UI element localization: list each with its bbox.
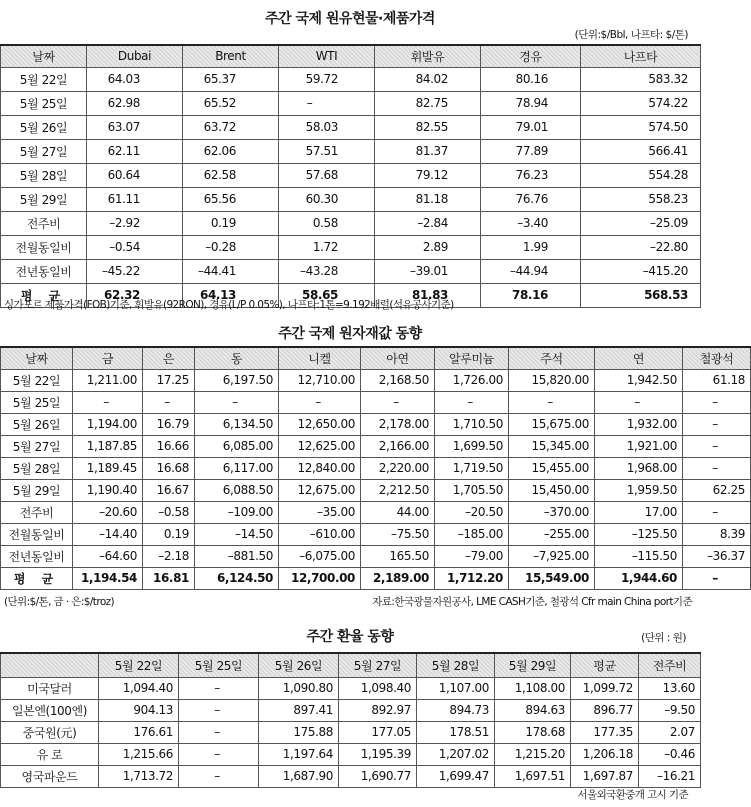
fx-cell: 904.13: [99, 699, 179, 721]
metals-cell: 1,726.00: [435, 369, 509, 391]
crude-cell: 558.23: [581, 187, 701, 211]
crude-cell: –43.28: [279, 259, 375, 283]
fx-cell: 1,206.18: [571, 743, 639, 765]
crude-row-label: 5월 25일: [1, 91, 87, 115]
crude-cell: 81.37: [375, 139, 481, 163]
fx-cell: 1,690.77: [339, 765, 417, 787]
metals-table: [0, 346, 751, 590]
metals-cell: –64.60: [73, 545, 143, 567]
crude-cell: 63.72: [183, 115, 279, 139]
metals-cell: 1,699.50: [435, 435, 509, 457]
metals-cell: 1,211.00: [73, 369, 143, 391]
metals-average-cell: –: [683, 567, 751, 589]
metals-header-cell: 니켈: [279, 347, 361, 369]
fx-row: [1, 743, 701, 765]
metals-row-label: 전년동일비: [1, 545, 73, 567]
metals-row-label: 5월 27일: [1, 435, 73, 457]
crude-cell: –: [279, 91, 375, 115]
metals-cell: 6,088.50: [195, 479, 279, 501]
metals-cell: –0.58: [143, 501, 195, 523]
fx-cell: 1,108.00: [495, 677, 571, 699]
crude-cell: –44.94: [481, 259, 581, 283]
metals-average-cell: 12,700.00: [279, 567, 361, 589]
metals-header-cell: 알루미늄: [435, 347, 509, 369]
crude-header-cell: 휘발유: [375, 45, 481, 67]
metals-row: [1, 369, 751, 391]
metals-cell: 0.19: [143, 523, 195, 545]
metals-cell: –6,075.00: [279, 545, 361, 567]
metals-cell: –35.00: [279, 501, 361, 523]
crude-row: [1, 115, 701, 139]
crude-cell: 80.16: [481, 67, 581, 91]
metals-cell: –75.50: [361, 523, 435, 545]
fx-header-cell: 5월 27일: [339, 653, 417, 677]
metals-cell: –610.00: [279, 523, 361, 545]
metals-row: [1, 545, 751, 567]
crude-row-label: 5월 27일: [1, 139, 87, 163]
metals-header-cell: 동: [195, 347, 279, 369]
metals-cell: –115.50: [595, 545, 683, 567]
fx-cell: 2.07: [639, 721, 701, 743]
metals-cell: –20.60: [73, 501, 143, 523]
metals-cell: –185.00: [435, 523, 509, 545]
metals-row-label: 전주비: [1, 501, 73, 523]
metals-cell: 2,178.00: [361, 413, 435, 435]
crude-cell: 57.51: [279, 139, 375, 163]
crude-row-label: 5월 29일: [1, 187, 87, 211]
fx-row-label: 일본엔(100엔): [1, 699, 99, 721]
fx-table: [0, 652, 701, 788]
crude-row: [1, 187, 701, 211]
metals-cell: 2,166.00: [361, 435, 435, 457]
metals-cell: 1,189.45: [73, 457, 143, 479]
metals-source: 자료:한국광물자원공사, LME CASH기준, 철광석 Cfr main China port기준: [372, 596, 692, 608]
metals-cell: 15,675.00: [509, 413, 595, 435]
metals-row-label: 전월동일비: [1, 523, 73, 545]
crude-row: [1, 259, 701, 283]
fx-cell: –: [179, 743, 259, 765]
metals-row: [1, 413, 751, 435]
metals-cell: 17.25: [143, 369, 195, 391]
fx-cell: 1,215.20: [495, 743, 571, 765]
crude-cell: 81.18: [375, 187, 481, 211]
fx-cell: 1,207.02: [417, 743, 495, 765]
crude-header-cell: WTI: [279, 45, 375, 67]
fx-cell: –: [179, 677, 259, 699]
fx-cell: –: [179, 721, 259, 743]
metals-row-label: 5월 29일: [1, 479, 73, 501]
crude-cell: –0.54: [87, 235, 183, 259]
metals-cell: –: [683, 413, 751, 435]
crude-cell: 1.72: [279, 235, 375, 259]
metals-cell: 12,710.00: [279, 369, 361, 391]
crude-cell: 65.37: [183, 67, 279, 91]
fx-cell: 1,697.87: [571, 765, 639, 787]
fx-cell: 1,699.47: [417, 765, 495, 787]
metals-cell: 2,220.00: [361, 457, 435, 479]
crude-header-cell: 경유: [481, 45, 581, 67]
fx-row-label: 유 로: [1, 743, 99, 765]
fx-cell: 1,099.72: [571, 677, 639, 699]
metals-cell: 1,942.50: [595, 369, 683, 391]
metals-cell: –255.00: [509, 523, 595, 545]
crude-average-cell: 78.16: [481, 283, 581, 307]
crude-cell: –22.80: [581, 235, 701, 259]
metals-row-label: 5월 25일: [1, 391, 73, 413]
crude-header-cell: 날짜: [1, 45, 87, 67]
metals-cell: 1,710.50: [435, 413, 509, 435]
fx-row-label: 중국원(元): [1, 721, 99, 743]
metals-cell: 44.00: [361, 501, 435, 523]
fx-cell: 13.60: [639, 677, 701, 699]
metals-cell: –: [683, 457, 751, 479]
metals-cell: –14.50: [195, 523, 279, 545]
metals-cell: 1,959.50: [595, 479, 683, 501]
fx-row: [1, 677, 701, 699]
metals-cell: –: [435, 391, 509, 413]
metals-cell: 15,455.00: [509, 457, 595, 479]
fx-cell: –: [179, 699, 259, 721]
metals-header-cell: 아연: [361, 347, 435, 369]
crude-cell: 58.03: [279, 115, 375, 139]
metals-header-cell: 철광석: [683, 347, 751, 369]
metals-cell: –7,925.00: [509, 545, 595, 567]
metals-cell: 6,197.50: [195, 369, 279, 391]
metals-average-label: 평 균: [1, 567, 73, 589]
crude-cell: –39.01: [375, 259, 481, 283]
crude-cell: –415.20: [581, 259, 701, 283]
crude-cell: 76.23: [481, 163, 581, 187]
fx-cell: 1,197.64: [259, 743, 339, 765]
fx-row-label: 미국달러: [1, 677, 99, 699]
metals-header-cell: 주석: [509, 347, 595, 369]
metals-row: [1, 523, 751, 545]
crude-cell: 79.01: [481, 115, 581, 139]
fx-cell: 896.77: [571, 699, 639, 721]
crude-title: 주간 국제 원유현물·제품가격: [265, 11, 435, 27]
metals-cell: 15,450.00: [509, 479, 595, 501]
crude-cell: 82.55: [375, 115, 481, 139]
metals-cell: –: [195, 391, 279, 413]
crude-cell: 574.22: [581, 91, 701, 115]
metals-cell: –: [683, 391, 751, 413]
metals-cell: 6,117.00: [195, 457, 279, 479]
fx-cell: 897.41: [259, 699, 339, 721]
fx-header-cell: 전주비: [639, 653, 701, 677]
crude-cell: –0.28: [183, 235, 279, 259]
fx-title: 주간 환율 동향: [306, 629, 394, 645]
metals-title: 주간 국제 원자재값 동향: [278, 326, 422, 342]
metals-cell: –: [73, 391, 143, 413]
crude-row-label: 5월 28일: [1, 163, 87, 187]
crude-cell: 64.03: [87, 67, 183, 91]
metals-cell: –2.18: [143, 545, 195, 567]
crude-unit: (단위:$/Bbl, 나프타: $/톤): [574, 29, 688, 41]
crude-cell: –2.84: [375, 211, 481, 235]
metals-row: [1, 457, 751, 479]
fx-unit: (단위 : 원): [641, 632, 686, 644]
metals-average-cell: 1,712.20: [435, 567, 509, 589]
metals-cell: 16.67: [143, 479, 195, 501]
metals-cell: 12,650.00: [279, 413, 361, 435]
fx-cell: 894.63: [495, 699, 571, 721]
fx-cell: 176.61: [99, 721, 179, 743]
crude-cell: 1.99: [481, 235, 581, 259]
metals-row-label: 5월 26일: [1, 413, 73, 435]
metals-row-label: 5월 22일: [1, 369, 73, 391]
metals-cell: 15,820.00: [509, 369, 595, 391]
fx-cell: 178.68: [495, 721, 571, 743]
crude-row: [1, 211, 701, 235]
crude-cell: 59.72: [279, 67, 375, 91]
fx-cell: –: [179, 765, 259, 787]
crude-cell: 78.94: [481, 91, 581, 115]
fx-header-cell: 5월 25일: [179, 653, 259, 677]
crude-note: 싱가포르 제품가격(FOB)기준, 휘발유(92RON), 경유(L/P 0.05%), 나프타:1톤=9.192배럴(석유공사기준): [4, 299, 454, 311]
fx-cell: 1,098.40: [339, 677, 417, 699]
metals-cell: –109.00: [195, 501, 279, 523]
metals-cell: 15,345.00: [509, 435, 595, 457]
metals-cell: 1,921.00: [595, 435, 683, 457]
crude-row-label: 전년동일비: [1, 259, 87, 283]
crude-cell: 76.76: [481, 187, 581, 211]
metals-cell: 61.18: [683, 369, 751, 391]
fx-row-label: 영국파운드: [1, 765, 99, 787]
metals-unit: (단위:$/톤, 금 · 은:$/troz): [4, 596, 115, 608]
fx-cell: 1,195.39: [339, 743, 417, 765]
crude-cell: 82.75: [375, 91, 481, 115]
metals-average-cell: 6,124.50: [195, 567, 279, 589]
metals-cell: 12,675.00: [279, 479, 361, 501]
crude-table: [0, 44, 701, 308]
fx-cell: –0.46: [639, 743, 701, 765]
fx-cell: 1,697.51: [495, 765, 571, 787]
metals-header-cell: 날짜: [1, 347, 73, 369]
crude-average-cell: 568.53: [581, 283, 701, 307]
fx-cell: –16.21: [639, 765, 701, 787]
metals-cell: 6,085.00: [195, 435, 279, 457]
metals-cell: 8.39: [683, 523, 751, 545]
metals-cell: 165.50: [361, 545, 435, 567]
crude-cell: –2.92: [87, 211, 183, 235]
crude-cell: 65.52: [183, 91, 279, 115]
crude-average-cell: 64.13: [183, 283, 279, 307]
metals-average-cell: 2,189.00: [361, 567, 435, 589]
crude-cell: 77.89: [481, 139, 581, 163]
metals-cell: –: [683, 501, 751, 523]
fx-cell: 175.88: [259, 721, 339, 743]
metals-cell: 1,968.00: [595, 457, 683, 479]
crude-row: [1, 235, 701, 259]
fx-cell: 1,713.72: [99, 765, 179, 787]
metals-cell: 6,134.50: [195, 413, 279, 435]
metals-average-row: [1, 567, 751, 589]
metals-cell: 1,190.40: [73, 479, 143, 501]
fx-cell: 178.51: [417, 721, 495, 743]
crude-average-label: 평 균: [1, 283, 87, 307]
crude-cell: –45.22: [87, 259, 183, 283]
crude-cell: 60.64: [87, 163, 183, 187]
crude-cell: 62.06: [183, 139, 279, 163]
metals-cell: 12,625.00: [279, 435, 361, 457]
fx-cell: 177.35: [571, 721, 639, 743]
metals-row-label: 5월 28일: [1, 457, 73, 479]
crude-cell: 61.11: [87, 187, 183, 211]
fx-header-cell: 5월 28일: [417, 653, 495, 677]
fx-cell: 177.05: [339, 721, 417, 743]
metals-cell: –: [279, 391, 361, 413]
crude-row: [1, 91, 701, 115]
crude-cell: 79.12: [375, 163, 481, 187]
crude-cell: 62.58: [183, 163, 279, 187]
crude-row: [1, 67, 701, 91]
fx-row: [1, 765, 701, 787]
crude-header-cell: 나프타: [581, 45, 701, 67]
metals-average-cell: 15,549.00: [509, 567, 595, 589]
crude-row-label: 5월 26일: [1, 115, 87, 139]
crude-cell: 2.89: [375, 235, 481, 259]
crude-cell: 84.02: [375, 67, 481, 91]
crude-cell: –25.09: [581, 211, 701, 235]
metals-cell: –79.00: [435, 545, 509, 567]
metals-row: [1, 435, 751, 457]
crude-cell: 574.50: [581, 115, 701, 139]
fx-header-cell: 5월 26일: [259, 653, 339, 677]
metals-cell: –: [143, 391, 195, 413]
metals-cell: 1,719.50: [435, 457, 509, 479]
metals-row: [1, 479, 751, 501]
metals-row: [1, 391, 751, 413]
crude-cell: 63.07: [87, 115, 183, 139]
metals-cell: 1,194.00: [73, 413, 143, 435]
crude-row-label: 전주비: [1, 211, 87, 235]
metals-cell: –: [595, 391, 683, 413]
metals-cell: –: [361, 391, 435, 413]
fx-cell: 892.97: [339, 699, 417, 721]
fx-cell: 1,215.66: [99, 743, 179, 765]
crude-header-cell: Brent: [183, 45, 279, 67]
metals-cell: –20.50: [435, 501, 509, 523]
fx-cell: 1,687.90: [259, 765, 339, 787]
crude-header-cell: Dubai: [87, 45, 183, 67]
metals-cell: –125.50: [595, 523, 683, 545]
crude-average-cell: 58.65: [279, 283, 375, 307]
crude-cell: –3.40: [481, 211, 581, 235]
metals-cell: –881.50: [195, 545, 279, 567]
fx-header-cell: 5월 22일: [99, 653, 179, 677]
metals-cell: –: [509, 391, 595, 413]
metals-cell: 1,932.00: [595, 413, 683, 435]
fx-header-row: [1, 653, 701, 677]
metals-cell: 1,187.85: [73, 435, 143, 457]
metals-average-cell: 16.81: [143, 567, 195, 589]
metals-cell: 62.25: [683, 479, 751, 501]
crude-cell: 554.28: [581, 163, 701, 187]
crude-row-label: 5월 22일: [1, 67, 87, 91]
crude-cell: 62.98: [87, 91, 183, 115]
metals-cell: –370.00: [509, 501, 595, 523]
fx-row: [1, 721, 701, 743]
fx-row: [1, 699, 701, 721]
metals-cell: 2,212.50: [361, 479, 435, 501]
crude-cell: 583.32: [581, 67, 701, 91]
crude-row: [1, 163, 701, 187]
crude-cell: 0.19: [183, 211, 279, 235]
metals-cell: 16.66: [143, 435, 195, 457]
metals-header-cell: 연: [595, 347, 683, 369]
metals-average-cell: 1,194.54: [73, 567, 143, 589]
metals-cell: –: [683, 435, 751, 457]
crude-average-cell: 62.32: [87, 283, 183, 307]
fx-cell: 1,090.80: [259, 677, 339, 699]
fx-cell: 1,107.00: [417, 677, 495, 699]
crude-cell: 62.11: [87, 139, 183, 163]
crude-header-row: [1, 45, 701, 67]
metals-cell: 16.79: [143, 413, 195, 435]
crude-cell: 60.30: [279, 187, 375, 211]
crude-average-cell: 81.83: [375, 283, 481, 307]
metals-header-cell: 금: [73, 347, 143, 369]
metals-row: [1, 501, 751, 523]
crude-cell: –44.41: [183, 259, 279, 283]
fx-header-cell: 평균: [571, 653, 639, 677]
fx-header-cell: [1, 653, 99, 677]
metals-cell: 1,705.50: [435, 479, 509, 501]
metals-cell: –14.40: [73, 523, 143, 545]
metals-cell: 12,840.00: [279, 457, 361, 479]
metals-cell: 2,168.50: [361, 369, 435, 391]
metals-cell: 17.00: [595, 501, 683, 523]
crude-cell: 566.41: [581, 139, 701, 163]
metals-cell: 16.68: [143, 457, 195, 479]
fx-source: 서울외국환중개 고시 기준: [577, 789, 688, 801]
crude-cell: 57.68: [279, 163, 375, 187]
crude-cell: 65.56: [183, 187, 279, 211]
crude-cell: 0.58: [279, 211, 375, 235]
metals-header-cell: 은: [143, 347, 195, 369]
metals-average-cell: 1,944.60: [595, 567, 683, 589]
metals-cell: –36.37: [683, 545, 751, 567]
fx-cell: –9.50: [639, 699, 701, 721]
fx-cell: 894.73: [417, 699, 495, 721]
metals-header-row: [1, 347, 751, 369]
crude-row: [1, 139, 701, 163]
crude-row-label: 전월동일비: [1, 235, 87, 259]
fx-cell: 1,094.40: [99, 677, 179, 699]
fx-header-cell: 5월 29일: [495, 653, 571, 677]
